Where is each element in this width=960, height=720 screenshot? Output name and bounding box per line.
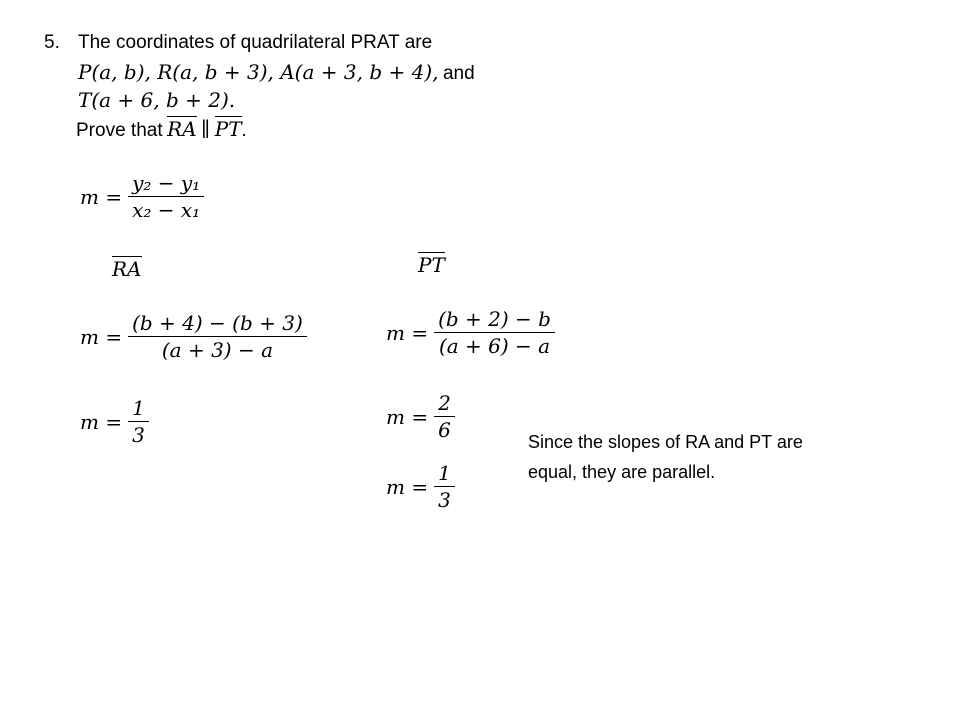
pt-heading — [418, 252, 445, 277]
ra-step2-lhs: m = — [80, 409, 123, 434]
and-word: and — [442, 63, 475, 84]
pt-step3-denominator: 3 — [438, 488, 451, 512]
slope-formula-fraction — [128, 170, 204, 223]
pt-slope-step-2 — [386, 390, 455, 443]
problem-line-2 — [78, 60, 475, 85]
pt-step1-numerator: (b + 2) − b — [438, 307, 551, 331]
ra-heading-label: RA — [112, 257, 142, 281]
conclusion-line-1: Since the slopes of RA and PT are — [528, 432, 803, 452]
pt-step2-denominator: 6 — [438, 418, 451, 442]
pt-step2-fraction — [434, 390, 455, 443]
ra-heading — [112, 256, 142, 281]
problem-number: 5. — [44, 32, 60, 53]
pt-slope-step-3 — [386, 460, 455, 513]
pt-step3-lhs: m = — [386, 474, 429, 499]
pt-step2-lhs: m = — [386, 404, 429, 429]
slope-formula — [80, 170, 204, 223]
ra-step1-lhs: m = — [80, 324, 123, 349]
period: . — [241, 120, 247, 141]
slope-formula-denominator: x₂ − x₁ — [132, 198, 201, 222]
slope-formula-lhs: m = — [80, 184, 123, 209]
parallel-symbol: ∥ — [201, 117, 211, 141]
ra-slope-step-1 — [80, 310, 307, 363]
ra-step1-fraction — [128, 310, 307, 363]
problem-line-1: The coordinates of quadrilateral PRAT are — [78, 32, 433, 53]
vertex-t-coordinate: T(a + 6, b + 2). — [78, 88, 236, 112]
prove-prefix: Prove that — [76, 120, 163, 141]
pt-heading-label: PT — [418, 253, 445, 277]
prove-statement — [76, 116, 247, 142]
pt-step3-fraction — [434, 460, 455, 513]
conclusion-line-2: equal, they are parallel. — [528, 462, 716, 482]
segment-ra-label: RA — [167, 117, 197, 141]
pt-step1-lhs: m = — [386, 320, 429, 345]
pt-step2-numerator: 2 — [438, 391, 451, 415]
pt-step1-denominator: (a + 6) − a — [438, 334, 551, 358]
ra-step2-fraction — [128, 395, 149, 448]
ra-step1-numerator: (b + 4) − (b + 3) — [132, 311, 303, 335]
ra-step1-denominator: (a + 3) − a — [161, 338, 273, 362]
segment-pt-label: PT — [214, 117, 242, 141]
pt-step3-numerator: 1 — [438, 461, 451, 485]
pt-slope-step-1 — [386, 306, 555, 359]
ra-step2-numerator: 1 — [132, 396, 145, 420]
conclusion — [528, 427, 803, 487]
pt-step1-fraction — [434, 306, 555, 359]
slope-formula-numerator: y₂ − y₁ — [132, 171, 201, 195]
vertex-coordinates: P(a, b), R(a, b + 3), A(a + 3, b + 4), — [78, 60, 439, 84]
ra-slope-step-2 — [80, 395, 149, 448]
ra-step2-denominator: 3 — [132, 423, 145, 447]
